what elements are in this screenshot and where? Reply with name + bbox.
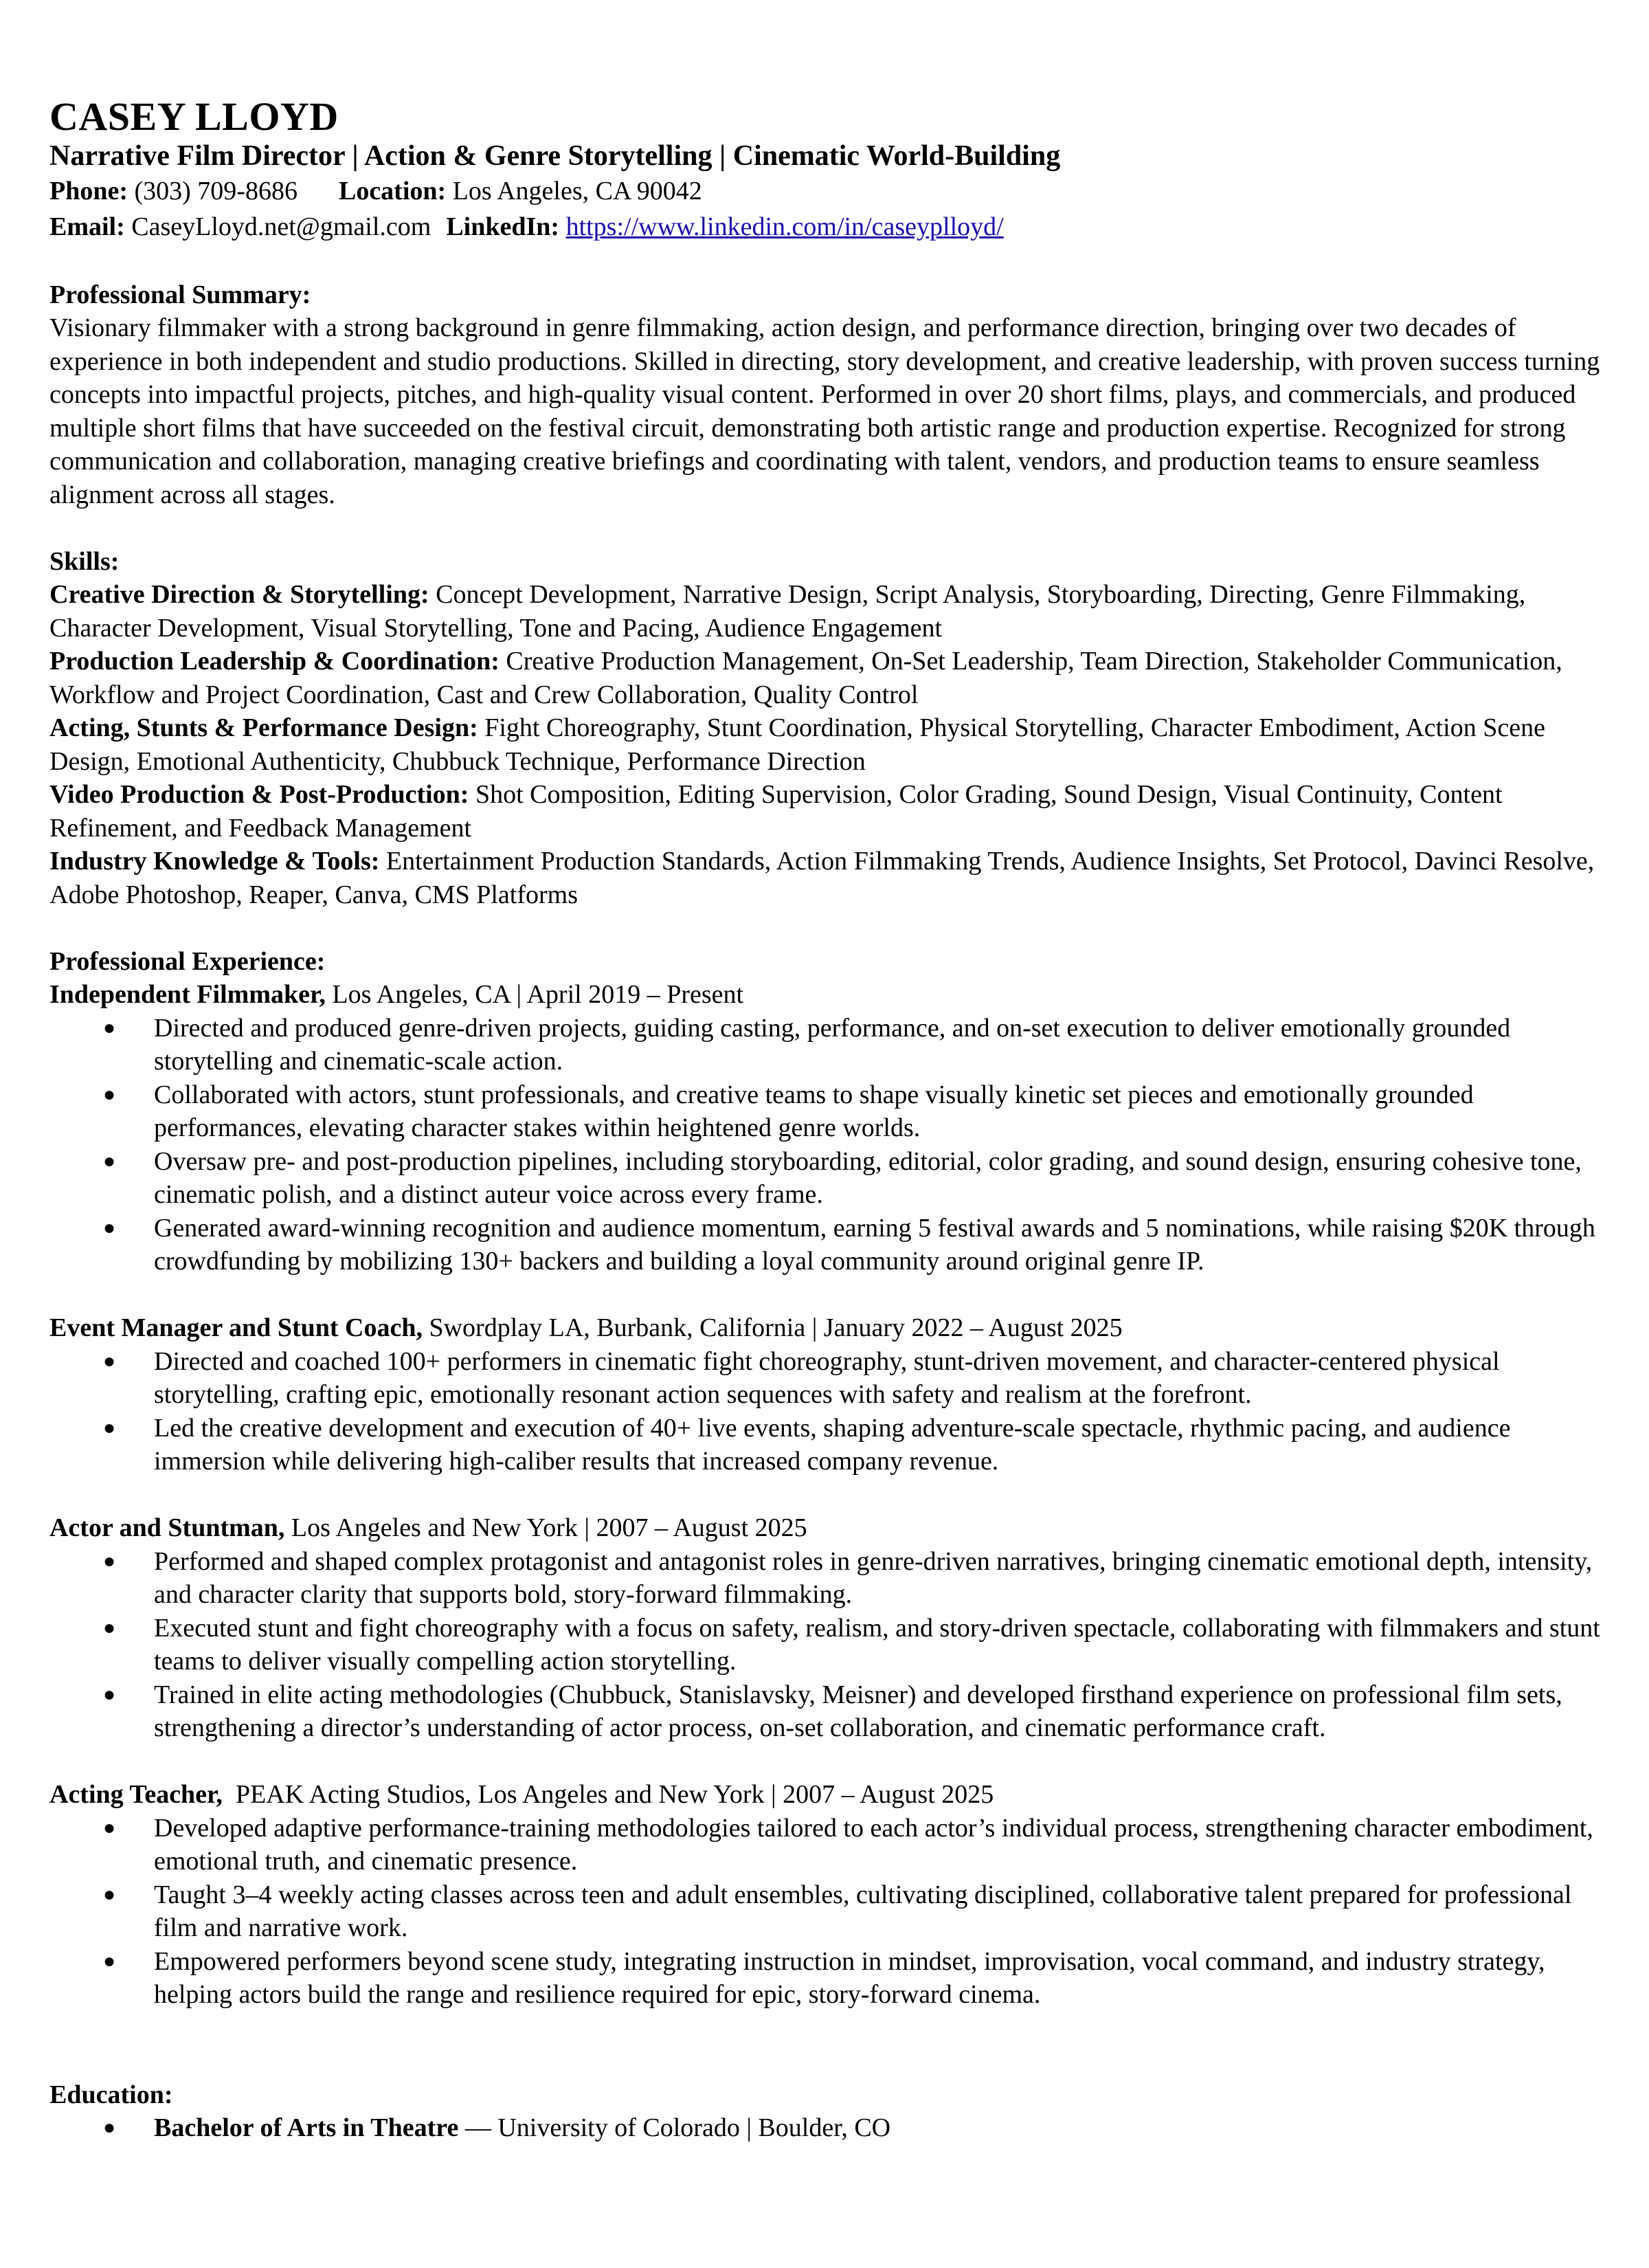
list-item — [49, 2111, 1608, 2145]
skill-group-label: Industry Knowledge & Tools: — [49, 847, 380, 876]
skill-group-text: Entertainment Production Standards, Action Filmmaking Trends, Audience Insights, Set Protocol, Davinci Resolve, Adobe Photoshop, Reaper, Canva, CMS Platforms — [49, 847, 1595, 909]
bullet-icon: ● — [103, 1816, 116, 1839]
bullet-text: Oversaw pre- and post-production pipelines, including storyboarding, editorial, color grading, and sound design, ensuring cohesive tone, cinematic polish, and a distinct auteur voice across every frame. — [154, 1146, 1582, 1209]
experience-title: Professional Experience: — [49, 946, 326, 976]
bullet-text: Empowered performers beyond scene study, integrating instruction in mindset, improvisation, vocal command, and industry strategy, helping actors build the range and resilience required for epic, story-forward cinema. — [154, 1946, 1545, 2009]
job-role: Independent Filmmaker, — [49, 980, 326, 1009]
email-label: Email: — [49, 212, 125, 241]
location-label: Location: — [338, 177, 447, 205]
bullet-text: Developed adaptive performance-training methodologies tailored to each actor’s individual process, strengthening character embodiment, emotional truth, and cinematic presence. — [154, 1813, 1593, 1876]
job-role: Actor and Stuntman, — [49, 1513, 285, 1542]
email-value: CaseyLloyd.net@gmail.com — [131, 212, 431, 241]
skills-title: Skills: — [49, 546, 120, 576]
job-bullets — [49, 1345, 1608, 1478]
linkedin-label: LinkedIn: — [446, 212, 560, 241]
bullet-text: Led the creative development and execution of 40+ live events, shaping adventure-scale spectacle, rhythmic pacing, and audience immersion while delivering high-caliber results that increased company revenue. — [154, 1413, 1511, 1476]
skill-group-text: Fight Choreography, Stunt Coordination, Physical Storytelling, Character Embodiment, Action Scene Design, Emotional Authenticity, Chubbuck Technique, Performance Direction — [49, 713, 1545, 776]
skill-group — [49, 845, 1608, 911]
list-item — [49, 1345, 1608, 1412]
job-org: PEAK Acting Studios, — [235, 1780, 472, 1809]
summary-title: Professional Summary: — [49, 280, 311, 309]
list-item — [49, 1545, 1608, 1612]
bullet-icon: ● — [103, 1416, 116, 1439]
list-item — [49, 1878, 1608, 1945]
bullet-icon: ● — [103, 1349, 116, 1372]
bullet-icon: ● — [103, 1949, 116, 1972]
job-header — [49, 1511, 1608, 1545]
bullet-text: Directed and produced genre-driven projects, guiding casting, performance, and on-set execution to deliver emotionally grounded storytelling and cinematic-scale action. — [154, 1013, 1511, 1076]
bullet-text: Trained in elite acting methodologies (Chubbuck, Stanislavsky, Meisner) and developed firsthand experience on professional film sets, strengthening a director’s understanding of actor process, on-set collaboration, and cinematic performance craft. — [154, 1680, 1562, 1742]
list-item — [49, 1678, 1608, 1745]
job-bullets — [49, 1545, 1608, 1745]
bullet-icon: ● — [103, 1549, 116, 1572]
education-details: — University of Colorado | Boulder, CO — [464, 2113, 891, 2142]
list-item — [49, 1612, 1608, 1678]
skill-group-label: Production Leadership & Coordination: — [49, 647, 500, 676]
phone-label: Phone: — [49, 177, 128, 205]
job-header — [49, 1778, 1608, 1812]
candidate-name: CASEY LLOYD — [49, 94, 339, 139]
list-item — [49, 1012, 1608, 1078]
skill-group-text: Shot Composition, Editing Supervision, Color Grading, Sound Design, Visual Continuity, Content Refinement, and Feedback Management — [49, 780, 1503, 843]
job-header — [49, 978, 1608, 1012]
summary-text: Visionary filmmaker with a strong background in genre filmmaking, action design, and performance direction, bringing over two decades of experience in both independent and studio productions. Skilled in directing, story development, and creative leadership, with proven success turning concepts into impactful projects, pitches, and high-quality visual content. Performed in over 20 short films, plays, and commercials, and produced multiple short films that have succeeded on the festival circuit, demonstrating both artistic range and production expertise. Recognized for strong communication and collaboration, managing creative briefings and coordinating with talent, vendors, and production teams to ensure seamless alignment across all stages. — [49, 313, 1600, 509]
contact-line-1 — [49, 173, 1608, 209]
skill-group — [49, 778, 1608, 845]
bullet-text: Collaborated with actors, stunt professionals, and creative teams to shape visually kinetic set pieces and emotionally grounded performances, elevating character stakes within heightened genre worlds. — [154, 1080, 1474, 1142]
job-bullets — [49, 1012, 1608, 1278]
location-value: Los Angeles, CA 90042 — [452, 177, 702, 205]
list-item — [49, 1945, 1608, 2012]
job-details: Los Angeles, CA | April 2019 – Present — [332, 980, 744, 1009]
skill-group-text: Creative Production Management, On-Set Leadership, Team Direction, Stakeholder Communication, Workflow and Project Coordination, Cast and Crew Collaboration, Quality Control — [49, 647, 1562, 709]
list-item — [49, 1212, 1608, 1278]
skill-group — [49, 711, 1608, 778]
list-item — [49, 1412, 1608, 1478]
bullet-text: Executed stunt and fight choreography with a focus on safety, realism, and story-driven spectacle, collaborating with filmmakers and stunt teams to deliver visually compelling action storytelling. — [154, 1613, 1600, 1676]
linkedin-link[interactable]: https://www.linkedin.com/in/caseyplloyd/ — [565, 212, 1004, 241]
job-details: Los Angeles and New York | 2007 – August 2025 — [291, 1513, 807, 1542]
skill-group — [49, 578, 1608, 645]
bullet-icon: ● — [103, 1082, 116, 1106]
bullet-icon: ● — [103, 1882, 116, 1906]
bullet-text: Directed and coached 100+ performers in cinematic fight choreography, stunt-driven movement, and character-centered physical storytelling, crafting epic, emotionally resonant action sequences with safety and realism at the forefront. — [154, 1346, 1500, 1409]
list-item — [49, 1145, 1608, 1212]
contact-line-2 — [49, 209, 1608, 245]
skill-group-label: Video Production & Post-Production: — [49, 780, 469, 809]
skill-group-text: Concept Development, Narrative Design, Script Analysis, Storyboarding, Directing, Genre Filmmaking, Character Development, Visual Storytelling, Tone and Pacing, Audience Engagement — [49, 580, 1526, 643]
job-details: Los Angeles and New York | 2007 – August 2025 — [478, 1780, 994, 1809]
education-degree: Bachelor of Arts in Theatre — [154, 2113, 459, 2142]
skill-group — [49, 645, 1608, 711]
bullet-icon: ● — [103, 1216, 116, 1239]
job-role: Event Manager and Stunt Coach, — [49, 1313, 423, 1342]
skill-group-label: Acting, Stunts & Performance Design: — [49, 713, 478, 742]
skill-group-label: Creative Direction & Storytelling: — [49, 580, 429, 609]
bullet-icon: ● — [103, 2116, 116, 2139]
bullet-text: Taught 3–4 weekly acting classes across teen and adult ensembles, cultivating disciplined, collaborative talent prepared for professional film and narrative work. — [154, 1880, 1572, 1942]
bullet-icon: ● — [103, 1616, 116, 1639]
headline: Narrative Film Director | Action & Genre Storytelling | Cinematic World-Building — [49, 140, 1061, 172]
education-title: Education: — [49, 2080, 173, 2109]
bullet-text: Performed and shaped complex protagonist and antagonist roles in genre-driven narratives, bringing cinematic emotional depth, intensity, and character clarity that supports bold, story-forward filmmaking. — [154, 1546, 1593, 1609]
bullet-icon: ● — [103, 1682, 116, 1706]
list-item — [49, 1078, 1608, 1145]
job-details: Swordplay LA, Burbank, California | January 2022 – August 2025 — [429, 1313, 1123, 1342]
list-item — [49, 1812, 1608, 1878]
bullet-icon: ● — [103, 1149, 116, 1172]
education-list — [49, 2111, 1608, 2145]
bullet-text: Generated award-winning recognition and audience momentum, earning 5 festival awards and 5 nominations, while raising $20K through crowdfunding by mobilizing 130+ backers and building a loyal community around original genre IP. — [154, 1213, 1595, 1276]
job-header — [49, 1311, 1608, 1345]
job-role: Acting Teacher, — [49, 1780, 223, 1809]
bullet-icon: ● — [103, 1016, 116, 1039]
job-bullets — [49, 1812, 1608, 2012]
phone-value: (303) 709-8686 — [134, 177, 298, 205]
